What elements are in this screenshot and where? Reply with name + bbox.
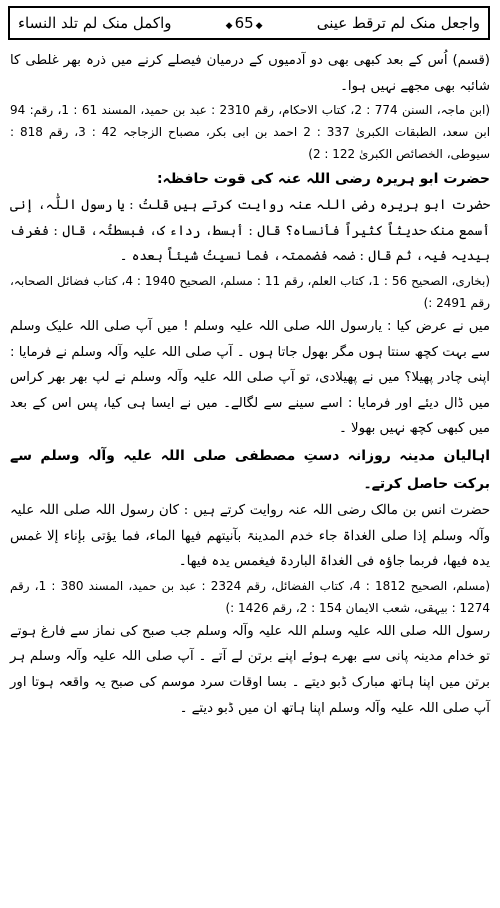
page-number: ◆ 65 ◆ [222, 14, 267, 32]
reference: (مسلم، الصحیح 1812 : 4، کتاب الفضائل، رقم 2324 : عبد بن حمید، المسند 380 : 1، رقم 1274 : بیہقی، شعب الایمان 154 : 2، رقم 1426 :) [10, 578, 491, 615]
reference: (بخاری، الصحیح 56 : 1، کتاب العلم، رقم 11 : مسلم، الصحیح 1940 : 4، کتاب فضائل الصحابہ، رقم 2491 :) [10, 273, 491, 310]
paragraph: (قسم) اُس کے بعد کبھی بھی دو آدمیوں کے درمیان فیصلے کرنے میں ذرہ بھر غلطی کا شائبہ بھی مجھے نہیں ہوا۔ [10, 53, 490, 94]
body-text [10, 48, 490, 904]
section-heading: حضرت ابو ہریرہ رضی اللہ عنہ کی قوت حافظہ: [156, 171, 490, 188]
paragraph: حضرت ابو ہریرہ رضی اللہ عنہ روایت کرتے ہیں قلتُ : یا رسول اللّٰہ، إنی أسمع منک حدیثاً کثیراً فأنساہ؟ قال : أبسط، رداء ک، فبسطتُہ، قال : فغرف بیدیہ فیہ، ثم قال : ضمہ فضممتہ، فما نسیتُ شیئاً بعدہ ۔ [10, 198, 490, 265]
header-right-text: واجعل منک لم ترقط عینی [316, 14, 480, 32]
paragraph: میں نے عرض کیا : یارسول اللہ صلی اللہ علیہ وسلم ! میں آپ صلی اللہ علیک وسلم سے بہت کچھ سنتا ہوں مگر بھول جاتا ہوں ۔ آپ صلی اللہ علیہ وآلہ وسلم نے فرمایا : اپنی چادر پھیلا؟ میں نے پھیلادی، تو آپ صلی اللہ علیہ وآلہ وسلم نے لپ بھر بھر کراس میں ڈال دیئے اور فرمایا : اسے سینے سے لگالے۔ میں نے ایسا ہی کیا، پس اس کے بعد میں کبھی کچھ نہیں بھولا ۔ [10, 318, 490, 437]
header-left-text: واکمل منک لم تلد النساء [18, 14, 172, 32]
running-header [8, 6, 490, 40]
reference: (ابن ماجہ، السنن 774 : 2، کتاب الاحکام، رقم 2310 : عبد بن حمید، المسند 61 : 1، رقم: 94 ابن سعد، الطبقات الکبریٰ 337 : 2 احمد بن ابی بکر، مصباح الزجاجہ 42 : 3، رقم 818 : سیوطی، الخصائص الکبریٰ 122 : 2) [10, 103, 491, 162]
paragraph: رسول اللہ صلی اللہ علیہ وسلم اللہ علیہ وآلہ وسلم جب صبح کی نماز سے فارغ ہوتے تو خدام مدینہ پانی سے بھرے ہوئے اپنے برتن لے آتے ۔ آپ صلی اللہ علیہ وآلہ وسلم ہر برتن میں اپنا ہاتھ مبارک ڈبو دیتے ۔ بسا اوقات سرد موسم کی صبح یہ واقعہ ہوتا اور آپ صلی اللہ علیہ وآلہ وسلم اپنا ہاتھ ان میں ڈبو دیتے ۔ [10, 623, 490, 716]
paragraph: حضرت انس بن مالک رضی اللہ عنہ روایت کرتے ہیں : کان رسول اللہ صلی اللہ علیہ وآلہ وسلم إذا صلی الغداۃ جاء خدم المدینۃ بآنیتھم فیھا الماء، فما یؤتی بإناء إلا غمس یدہ فیھا، فربما جاؤہ فی الغداۃ الباردۃ فیغمس یدہ فیھا۔ [10, 502, 490, 570]
section-heading: اہالیان مدینہ روزانہ دستِ مصطفی صلی اللہ علیہ وآلہ وسلم سے برکت حاصل کرتے۔ [10, 447, 490, 492]
